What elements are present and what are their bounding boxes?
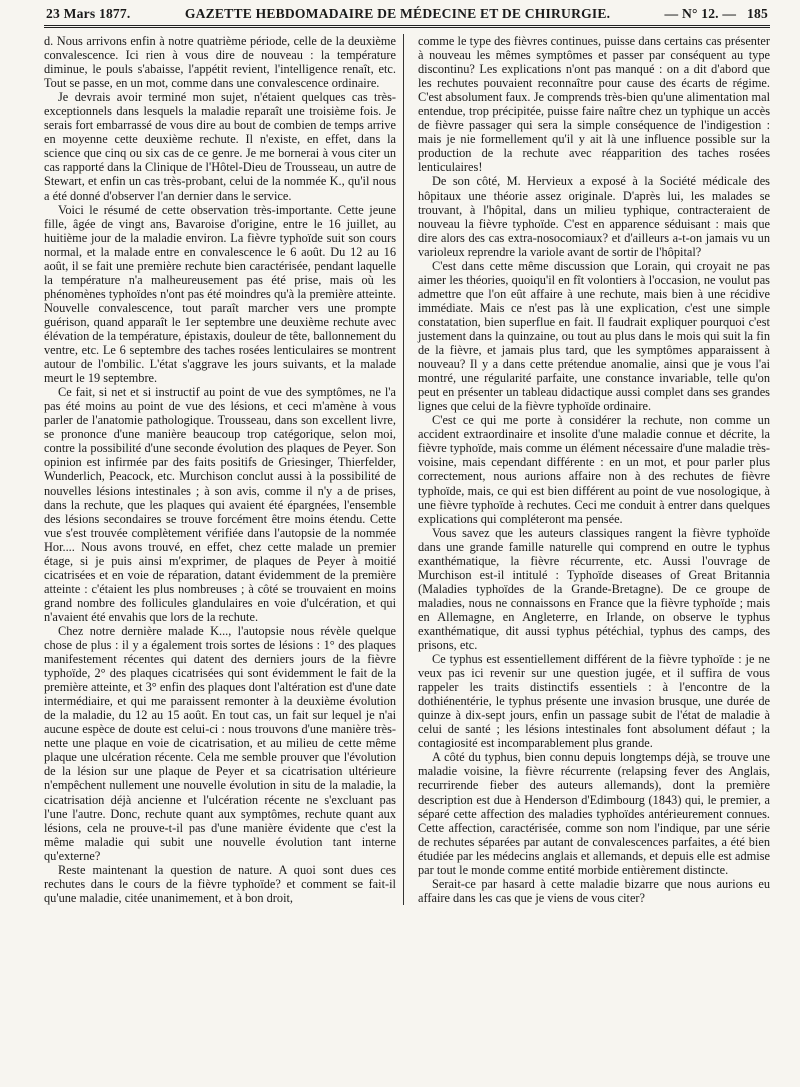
paragraph: Chez notre dernière malade K..., l'autopsie nous révèle quelque chose de plus : il y a également trois sortes de lésions : 1° des plaques manifestement récentes qui datent des derniers jours de la fièvre typhoïde, 2° des plaques cicatrisées qui sont évidemment le fait de la première atteinte, et 3° enfin des plaques dont l'altération est d'une date intermédiaire, et qui me paraissent remonter à la deuxième évolution de la maladie, du 12 au 15 août. En tout cas, un fait sur lequel je n'ai aucune espèce de doute est celui-ci : nous trouvons d'une manière très-nette une plaque en voie de cicatrisation, et au milieu de cette même plaque une ulcération récente. Cela me semble prouver que l'évolution de la lésion sur une plaque de Peyer et sa cicatrisation ultérieure n'empêchent nullement une nouvelle évolution in situ de la maladie, la cicatrisation déjà ancienne et l'ulcération récente ne s'excluant pas l'une l'autre. Donc, rechute quant aux symptômes, rechute quant aux lésions, cela ne prouve-t-il pas d'une manière évidente que c'est la même maladie qui subit une nouvelle évolution tant interne qu'externe?	[44, 623, 396, 863]
header-rule-double	[44, 27, 770, 28]
paragraph: Je devrais avoir terminé mon sujet, n'étaient quelques cas très-exceptionnels dans lesquels la maladie reparaît une troisième fois. Je serais fort embarrassé de vous dire au bout de combien de temps arrive en moyenne cette deuxième rechute. Il n'existe, en effet, dans la science que cinq ou six cas de ce genre. Je me bornerai à vous citer un cas rapporté dans la Clinique de l'Hôtel-Dieu de Trousseau, un autre de Stewart, et enfin un cas très-probant, celui de la nommée K., qu'il nous a été donné d'observer l'an dernier dans le service.	[44, 90, 396, 203]
right-column	[418, 34, 770, 905]
paragraph: C'est dans cette même discussion que Lorain, qui croyait ne pas aimer les théories, quoiqu'il en fît volontiers à l'occasion, ne voulut pas admettre que l'on eût affaire à une rechute, mais bien à une récidive immédiate. Mais ce n'est pas là une explication, c'est une simple constatation, bien superflue en fait. Il faudrait expliquer pourquoi c'est justement dans la quinzaine, ou tout au plus dans le mois qui suit la fin de la fièvre, et jamais plus tard, que les symptômes apparaissent à nouveau? Il y a dans cette prétendue anomalie, ainsi que je vous l'ai montré, une régularité parfaite, une constance invariable, telle qu'on peut en présenter un tableau didactique aussi complet dans ses grandes lignes que celui de la fièvre typhoïde ordinaire.	[418, 258, 770, 414]
paragraph: Ce fait, si net et si instructif au point de vue des symptômes, ne l'a pas été moins au point de vue des lésions, et ceci m'amène à vous parler de l'anatomie pathologique. Trousseau, dans son excellent livre, se prononce d'une manière beaucoup trop catégorique, selon moi, contre la possibilité d'une seconde évolution des plaques de Peyer. Son opinion est infirmée par des faits positifs de Griesinger, Thierfelder, Wunderlich, Peacock, etc. Murchison conclut aussi à la possibilité de nouvelles lésions intestinales ; à son avis, comme il n'y a de prises, dans la rechute, que les plaques qui avaient été épargnées, l'ensemble des lésions secondaires se trouve forcément être moins étendu. Cette vue s'est trouvée complètement vérifiée dans l'autopsie de la nommée Hor.... Nous avons trouvé, en effet, chez cette malade un premier étage, si je puis ainsi m'exprimer, de plaques de Peyer à moitié cicatrisées et en voie de réparation, datant évidemment de la première atteinte : c'étaient les plus nombreuses ; à côté se trouvaient en moins grand nombre des follicules glandulaires en voie d'ulcération, et qui n'avaient été envahis que lors de la rechute.	[44, 385, 396, 624]
header-issue-and-page	[665, 6, 768, 22]
paragraph: Serait-ce par hasard à cette maladie bizarre que nous aurions eu affaire dans les cas que je viens de vous citer?	[418, 876, 770, 905]
body-columns	[44, 34, 770, 905]
paragraph: A côté du typhus, bien connu depuis longtemps déjà, se trouve une maladie voisine, la fièvre récurrente (relapsing fever des Anglais, recurrirende fieber des auteurs allemands), dont la première description est due à Henderson d'Edimbourg (1843) qui, le premier, a séparé cette affection des maladies typhoïdes antérieurement connues. Cette affection, caractérisée, comme son nom l'indique, par une série de rechutes séparées par autant de convalescences parfaites, a été bien étudiée par les médecins anglais et allemands, et depuis elle est admise par tout le monde comme entité morbide entièrement distincte.	[418, 750, 770, 877]
paragraph: C'est ce qui me porte à considérer la rechute, non comme un accident extraordinaire et insolite d'une maladie connue et décrite, la fièvre typhoïde, mais comme un élément nécessaire d'une maladie très-voisine, mais cependant différente : en un mot, et pour parler plus correctement, nous aurions affaire non à des rechutes de fièvre typhoïde, mais, ce qui est bien différent au point de vue nosologique, à une fièvre typhoïde à rechutes. Ceci me conduit à entrer dans quelques explications qui compléteront ma pensée.	[418, 413, 770, 526]
header-rule	[44, 25, 770, 26]
paragraph: d. Nous arrivons enfin à notre quatrième période, celle de la deuxième convalescence. Ici rien à vous dire de nouveau : la température diminue, le pouls s'abaisse, l'appétit revient, l'intelligence renaît, etc. Tout se passe, en un mot, comme dans une convalescence ordinaire.	[44, 34, 396, 91]
paragraph: Voici le résumé de cette observation très-importante. Cette jeune fille, âgée de vingt ans, Bavaroise d'origine, entre le 16 juillet, au huitième jour de la maladie environ. La fièvre typhoïde suit son cours normal, et la malade entre en convalescence le 6 août. Du 12 au 16 août, il se fait une première rechute bien caractérisée, pendant laquelle la température n'a malheureusement pas été prise, mais où les phénomènes typhoïdes n'ont pas été moindres qu'à la première atteinte. Nouvelle convalescence, tout paraît marcher vers une prompte guérison, quand apparaît le 1er septembre une deuxième rechute avec élévation de la température, épistaxis, douleur de tête, ballonnement du ventre, etc. Le 6 septembre des taches rosées lenticulaires se montrent autour de l'ombilic. L'état s'aggrave les jours suivants, et la malade meurt le 19 septembre.	[44, 202, 396, 386]
header-journal-title: GAZETTE HEBDOMADAIRE DE MÉDECINE ET DE CHIRURGIE.	[184, 6, 611, 21]
paragraph: comme le type des fièvres continues, puisse dans certains cas présenter à nouveau les mêmes symptômes et passer par conséquent au type discontinu? Les explications n'ont pas manqué : on a dit d'abord que les rechutes pouvaient reconnaître pour cause des écarts de régime. C'est absolument faux. Je comprends très-bien qu'une alimentation mal entendue, trop précipitée, puisse faire naître chez un typhique un accès de fièvre passager qui sera la simple conséquence de l'indigestion : mais je nie formellement qu'il y ait là une influence possible sur la production de la rechute avec réapparition des taches rosées lenticulaires!	[418, 34, 770, 175]
paragraph: Vous savez que les auteurs classiques rangent la fièvre typhoïde dans une grande famille naturelle qui comprend en outre le typhus exanthématique, la fièvre récurrente, etc. Aussi l'ouvrage de Murchison est-il intitulé : Typhoïde diseases of Great Britannia (Maladies typhoïdes de la Grande-Bretagne). De ce groupe de maladies, nous ne connaissons en France que la fièvre typhoïde ; mais en Allemagne, en Angleterre, en Irlande, on observe le typhus exanthématique, dit aussi typhus pétéchial, typhus des camps, des prisons, etc.	[418, 525, 770, 653]
header-page-number: 185	[746, 6, 768, 21]
paragraph: De son côté, M. Hervieux a exposé à la Société médicale des hôpitaux une théorie assez originale. D'après lui, les malades se trouvant, à l'hôpital, dans un milieu typhique, contracteraient de nouveau la fièvre typhoïde. C'est en apparence séduisant : mais que dire alors des cas extra-nosocomiaux? et d'ailleurs a-t-on jamais vu un varioleux reprendre la variole avant de sortir de l'hôpital?	[418, 174, 770, 259]
running-header	[44, 2, 770, 25]
column-divider	[403, 34, 404, 905]
header-date: 23 Mars 1877.	[46, 6, 131, 21]
paragraph: Reste maintenant la question de nature. A quoi sont dues ces rechutes dans le cours de la fièvre typhoïde? et comment se fait-il qu'une maladie, citée unanimement, et à bon droit,	[44, 862, 396, 905]
paragraph: Ce typhus est essentiellement différent de la fièvre typhoïde : je ne veux pas ici revenir sur une question jugée, et il suffira de vous rappeler les traits distinctifs essentiels : à l'encontre de la dothiénentérie, le typhus présente une invasion brusque, une durée de quinze à dix-sept jours, enfin un passage subit de l'état de maladie à celui de santé ; les lésions intestinales font absolument défaut ; la contagiosité est incomparablement plus grande.	[418, 652, 770, 751]
left-column	[44, 34, 396, 905]
header-issue: — N° 12. —	[664, 6, 737, 21]
